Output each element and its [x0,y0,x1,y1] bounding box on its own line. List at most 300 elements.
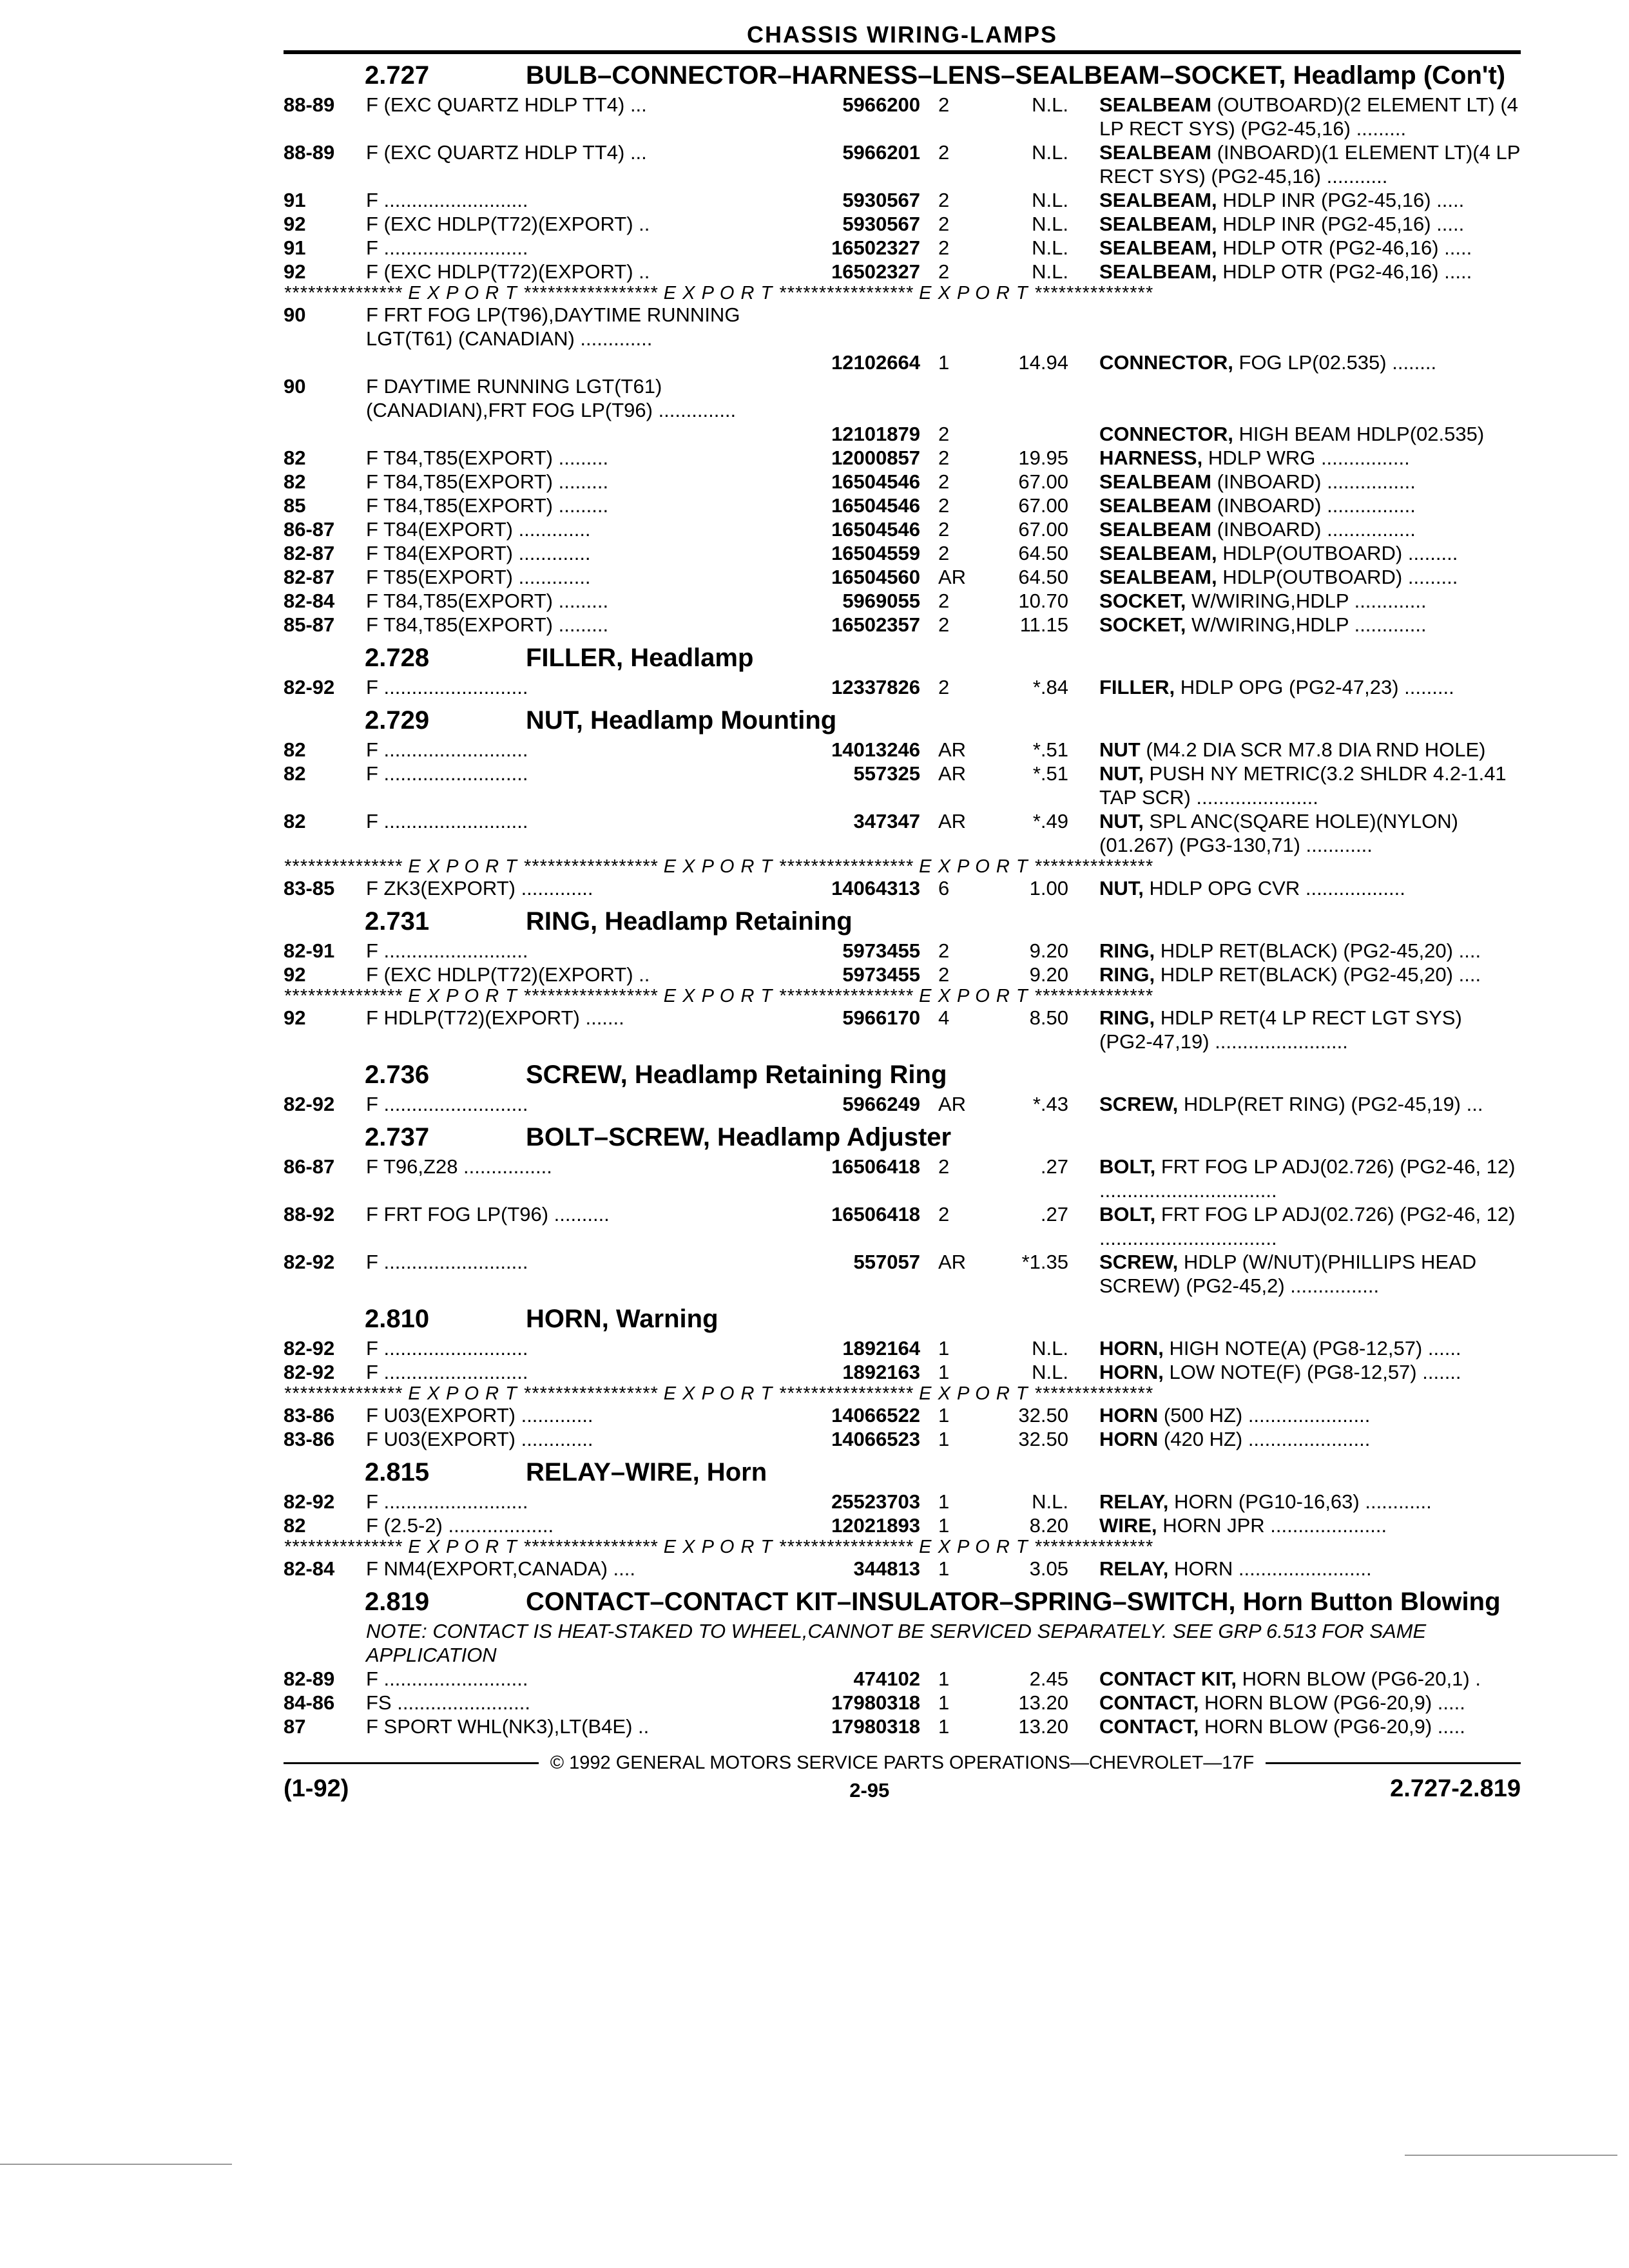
quantity: 4 [938,1006,950,1029]
part-row [284,613,1521,637]
application: F .......................... [366,1490,528,1513]
application: F .......................... [366,738,528,761]
part-row [284,675,1521,699]
part-name [1068,303,1521,374]
application: F SPORT WHL(NK3),LT(B4E) .. [366,1715,650,1738]
quantity: 2 [938,213,950,235]
part-name-detail: HDLP INR (PG2-45,16) ..... [1222,189,1465,211]
part-number: 16502327 [831,260,920,283]
part-name-bold: SEALBEAM, [1099,260,1217,283]
application: F .......................... [366,1251,528,1273]
part-number: 5966200 [842,93,920,116]
model-years: 83-86 [284,1404,335,1427]
part-name [1068,93,1521,140]
footer [284,1775,1521,1803]
part-name-bold: RING, [1099,939,1155,962]
part-row [284,1667,1521,1691]
part-row [284,1691,1521,1715]
application: F (EXC HDLP(T72)(EXPORT) .. [366,260,650,283]
part-name-bold: SOCKET, [1099,590,1186,612]
model-years: 92 [284,963,306,986]
price: 14.94 [1018,351,1068,374]
application: F T85(EXPORT) ............. [366,566,591,588]
model-years: 82-92 [284,1093,335,1115]
part-name-bold: HORN [1099,1404,1159,1427]
section-title: SCREW, Headlamp Retaining Ring [526,1061,947,1089]
part-row [284,1202,1521,1250]
part-row [284,1092,1521,1116]
footer-line-left [284,1762,539,1764]
price: 8.50 [1029,1006,1068,1029]
part-row [284,212,1521,236]
part-name-detail: HORN (PG10-16,63) ............ [1174,1490,1432,1513]
part-name-detail: HDLP RET(BLACK) (PG2-45,20) .... [1160,963,1481,986]
application: F T84(EXPORT) ............. [366,518,591,541]
quantity: 1 [938,1667,950,1690]
quantity: 1 [938,1361,950,1383]
model-years: 86-87 [284,1155,335,1178]
part-number: 16504546 [831,518,920,541]
quantity: 1 [938,351,950,374]
application: F FRT FOG LP(T96),DAYTIME RUNNING LGT(T61) (CANADIAN) ............. [366,303,740,350]
footer-rule [284,1753,1521,1774]
quantity: AR [938,810,967,832]
part-name-detail: HORN ........................ [1174,1557,1372,1580]
export-divider: *************** E X P O R T ***************** E X P O R T ***************** E X P O R T *************** [284,986,1153,1006]
price: 1.00 [1029,877,1068,899]
application: F .......................... [366,236,528,259]
price: N.L. [1032,1361,1068,1383]
price: 64.50 [1018,542,1068,564]
part-name [1068,517,1521,541]
application: F T96,Z28 ................ [366,1155,552,1178]
application: F ZK3(EXPORT) ............. [366,877,593,899]
section-range: 2.727-2.819 [1390,1775,1521,1802]
part-number: 16502357 [831,613,920,636]
model-years: 82-87 [284,566,335,588]
part-number: 5966249 [842,1093,920,1115]
part-number: 557057 [853,1251,920,1273]
section-note: NOTE: CONTACT IS HEAT-STAKED TO WHEEL,CANNOT BE SERVICED SEPARATELY. SEE GRP 6.513 FOR SAME APPLICATION [366,1620,1427,1666]
quantity: 2 [938,542,950,564]
application: F (EXC HDLP(T72)(EXPORT) .. [366,963,650,986]
quantity: 1 [938,1691,950,1714]
application: F (2.5-2) ................... [366,1514,554,1537]
part-name-bold: RING, [1099,963,1155,986]
part-name-bold: SCREW, [1099,1093,1179,1115]
application: F .......................... [366,189,528,211]
section-title: CONTACT–CONTACT KIT–INSULATOR–SPRING–SWITCH, Horn Button Blowing [526,1588,1501,1616]
part-name-detail: (INBOARD)(1 ELEMENT LT)(4 LP RECT SYS) (PG2-45,16) ........... [1099,141,1520,187]
part-name-bold: CONTACT, [1099,1715,1199,1738]
section-heading [284,1061,1521,1088]
part-name-detail: HORN BLOW (PG6-20,9) ..... [1204,1691,1465,1714]
model-years: 82 [284,762,306,785]
part-name-bold: SEALBEAM, [1099,189,1217,211]
part-name-detail: (INBOARD) ................ [1217,470,1416,493]
part-name-bold: HORN [1099,1428,1159,1450]
part-name-bold: SEALBEAM [1099,93,1211,116]
part-name-detail: HIGH NOTE(A) (PG8-12,57) ...... [1169,1337,1461,1360]
part-name-bold: HORN, [1099,1337,1164,1360]
part-number: 16506418 [831,1203,920,1225]
part-row [284,565,1521,589]
model-years: 92 [284,260,306,283]
part-number: 16504546 [831,470,920,493]
part-name-detail: HDLP WRG ................ [1208,447,1410,469]
part-number: 5973455 [842,963,920,986]
part-name [1068,939,1521,963]
part-number: 12101879 [831,423,920,445]
part-name-bold: FILLER, [1099,676,1175,698]
part-number: 5930567 [842,213,920,235]
part-name-detail: (OUTBOARD)(2 ELEMENT LT) (4 LP RECT SYS) (PG2-45,16) ......... [1099,93,1518,140]
part-name-detail: HDLP INR (PG2-45,16) ..... [1222,213,1465,235]
part-name [1068,1155,1521,1202]
part-name-bold: HARNESS, [1099,447,1203,469]
quantity: 2 [938,939,950,962]
part-name [1068,470,1521,494]
model-years: 82 [284,810,306,832]
part-row [284,1006,1521,1053]
quantity: 1 [938,1715,950,1738]
part-row [284,1490,1521,1514]
section-title: RELAY–WIRE, Horn [526,1458,767,1486]
part-row [284,1403,1521,1427]
price: *1.35 [1021,1251,1068,1273]
model-years: 83-85 [284,877,335,899]
section-title: FILLER, Headlamp [526,644,754,672]
part-number: 5966201 [842,141,920,164]
part-row [284,541,1521,565]
quantity: AR [938,738,967,761]
section-title: BULB–CONNECTOR–HARNESS–LENS–SEALBEAM–SOCKET, Headlamp (Con't) [526,61,1506,90]
model-years: 92 [284,1006,306,1029]
section-heading [284,707,1521,734]
part-name-detail: HDLP(OUTBOARD) ......... [1222,542,1458,564]
application: F U03(EXPORT) ............. [366,1428,593,1450]
part-name [1068,1202,1521,1250]
part-row [284,517,1521,541]
part-row [284,303,1521,374]
part-name [1068,541,1521,565]
application: F FRT FOG LP(T96) .......... [366,1203,610,1225]
part-number: 16506418 [831,1155,920,1178]
price: 64.50 [1018,566,1068,588]
price: N.L. [1032,213,1068,235]
copyright-text: © 1992 GENERAL MOTORS SERVICE PARTS OPERATIONS—CHEVROLET—17F [550,1753,1255,1773]
model-years: 82 [284,738,306,761]
price: *.51 [1032,762,1068,785]
model-years: 88-92 [284,1203,335,1225]
application: F T84,T85(EXPORT) ......... [366,494,609,517]
application: F .......................... [366,676,528,698]
part-name-bold: SEALBEAM, [1099,542,1217,564]
part-name [1068,1336,1521,1360]
section-heading [284,1124,1521,1151]
part-name-detail: (500 HZ) ...................... [1163,1404,1371,1427]
application: F T84,T85(EXPORT) ......... [366,613,609,636]
part-name [1068,1667,1521,1691]
export-divider: *************** E X P O R T ***************** E X P O R T ***************** E X P O R T *************** [284,284,1153,303]
part-row [284,589,1521,613]
section-number: 2.729 [365,706,430,735]
price: N.L. [1032,189,1068,211]
part-name-bold: SOCKET, [1099,613,1186,636]
price: *.49 [1032,810,1068,832]
price: N.L. [1032,260,1068,283]
price: N.L. [1032,236,1068,259]
application: F T84(EXPORT) ............. [366,542,591,564]
section-number: 2.737 [365,1123,430,1151]
price: N.L. [1032,141,1068,164]
part-name-detail: FRT FOG LP ADJ(02.726) (PG2-46, 12) ................................ [1099,1155,1516,1202]
quantity: 1 [938,1428,950,1450]
part-number: 14013246 [831,738,920,761]
part-number: 5969055 [842,590,920,612]
model-years: 82 [284,470,306,493]
section-title: HORN, Warning [526,1305,718,1333]
price: N.L. [1032,93,1068,116]
part-row [284,1557,1521,1581]
part-name-detail: HDLP OTR (PG2-46,16) ..... [1222,260,1472,283]
model-years: 87 [284,1715,306,1738]
quantity: 2 [938,1203,950,1225]
page-header: CHASSIS WIRING-LAMPS [284,19,1521,54]
part-number: 347347 [853,810,920,832]
scan-artifact-right [1405,2155,1617,2156]
catalog-page [284,19,1521,1803]
quantity: 2 [938,423,950,445]
part-name [1068,738,1521,762]
quantity: 2 [938,518,950,541]
model-years: 82-89 [284,1667,335,1690]
model-years: 91 [284,189,306,211]
part-name [1068,1250,1521,1298]
price: 13.20 [1018,1691,1068,1714]
part-number: 14064313 [831,877,920,899]
part-row [284,738,1521,762]
part-name-detail: (INBOARD) ................ [1217,518,1416,541]
catalog-content [284,62,1521,1738]
quantity: 2 [938,676,950,698]
part-number: 557325 [853,762,920,785]
part-name-detail: HORN BLOW (PG6-20,9) ..... [1204,1715,1465,1738]
part-name-detail: FRT FOG LP ADJ(02.726) (PG2-46, 12) ................................ [1099,1203,1516,1249]
price: 11.15 [1019,613,1068,636]
model-years: 82-84 [284,590,335,612]
model-years: 82-92 [284,1337,335,1360]
price: 13.20 [1018,1715,1068,1738]
part-row [284,1155,1521,1202]
part-number: 14066522 [831,1404,920,1427]
part-name-bold: BOLT, [1099,1155,1156,1178]
part-row [284,762,1521,809]
part-row [284,260,1521,284]
part-name-detail: HDLP OTR (PG2-46,16) ..... [1222,236,1472,259]
model-years: 88-89 [284,93,335,116]
part-name-bold: SCREW, [1099,1251,1179,1273]
quantity: AR [938,762,967,785]
part-name-detail: HDLP(RET RING) (PG2-45,19) ... [1183,1093,1483,1115]
part-name [1068,188,1521,212]
part-name [1068,762,1521,809]
quantity: 2 [938,613,950,636]
model-years: 84-86 [284,1691,335,1714]
part-name-detail: FOG LP(02.535) ........ [1239,351,1437,374]
part-number: 1892163 [842,1361,920,1383]
quantity: 1 [938,1337,950,1360]
part-name-detail: PUSH NY METRIC(3.2 SHLDR 4.2-1.41 TAP SCR) ...................... [1099,762,1507,809]
part-number: 5930567 [842,189,920,211]
quantity: 2 [938,494,950,517]
price: 8.20 [1029,1514,1068,1537]
model-years: 82-91 [284,939,335,962]
part-name-bold: HORN, [1099,1361,1164,1383]
section-number: 2.728 [365,644,430,672]
section-heading [284,908,1521,935]
application: F T84,T85(EXPORT) ......... [366,590,609,612]
application: F NM4(EXPORT,CANADA) .... [366,1557,635,1580]
part-name [1068,589,1521,613]
part-name-bold: CONNECTOR, [1099,423,1233,445]
part-name [1068,1403,1521,1427]
part-name-detail: SPL ANC(SQARE HOLE)(NYLON) (01.267) (PG3-130,71) ............ [1099,810,1458,856]
price: 19.95 [1018,447,1068,469]
application: F U03(EXPORT) ............. [366,1404,593,1427]
part-name [1068,1691,1521,1715]
part-name [1068,446,1521,470]
export-divider: *************** E X P O R T ***************** E X P O R T ***************** E X P O R T *************** [284,857,1153,876]
part-name-bold: CONTACT, [1099,1691,1199,1714]
part-name-bold: SEALBEAM [1099,470,1211,493]
section-heading [284,1459,1521,1486]
part-name-bold: WIRE, [1099,1514,1157,1537]
application: F .......................... [366,1093,528,1115]
part-name [1068,1092,1521,1116]
price: 67.00 [1018,470,1068,493]
part-number: 16504559 [831,542,920,564]
part-number: 12337826 [831,676,920,698]
part-name [1068,613,1521,637]
model-years: 85-87 [284,613,335,636]
application: F DAYTIME RUNNING LGT(T61)(CANADIAN),FRT FOG LP(T96) .............. [366,375,737,421]
model-years: 90 [284,303,306,326]
quantity: 2 [938,963,950,986]
part-row [284,188,1521,212]
part-name-bold: SEALBEAM [1099,518,1211,541]
price: N.L. [1032,1490,1068,1513]
part-row [284,1427,1521,1451]
application: F (EXC QUARTZ HDLP TT4) ... [366,93,647,116]
part-name-bold: NUT [1099,738,1141,761]
section-number: 2.736 [365,1061,430,1089]
part-name [1068,1715,1521,1738]
price: .27 [1040,1203,1068,1225]
price: 32.50 [1018,1428,1068,1450]
price: *.51 [1032,738,1068,761]
part-number: 5973455 [842,939,920,962]
page-number: 2-95 [849,1779,890,1802]
quantity: 2 [938,1155,950,1178]
part-row [284,374,1521,446]
footer-date: (1-92) [284,1775,349,1802]
part-row [284,93,1521,140]
part-name-bold: SEALBEAM [1099,141,1211,164]
quantity: 2 [938,470,950,493]
section-title: NUT, Headlamp Mounting [526,706,837,735]
part-row [284,1250,1521,1298]
quantity: AR [938,1093,967,1115]
scan-artifact-left [0,2164,232,2165]
part-number: 16502327 [831,236,920,259]
model-years: 92 [284,213,306,235]
quantity: 2 [938,260,950,283]
part-row [284,470,1521,494]
part-name-bold: CONTACT KIT, [1099,1667,1237,1690]
quantity: 1 [938,1557,950,1580]
part-number: 12021893 [831,1514,920,1537]
part-name-bold: NUT, [1099,762,1144,785]
part-number: 25523703 [831,1490,920,1513]
application: F HDLP(T72)(EXPORT) ....... [366,1006,624,1029]
part-name-bold: NUT, [1099,877,1144,899]
part-number: 1892164 [842,1337,920,1360]
part-name-detail: HDLP OPG (PG2-47,23) ......... [1180,676,1454,698]
quantity: 2 [938,590,950,612]
price: 9.20 [1029,939,1068,962]
model-years: 88-89 [284,141,335,164]
part-name-detail: HORN JPR ..................... [1162,1514,1387,1537]
application: F .......................... [366,939,528,962]
part-number: 344813 [853,1557,920,1580]
part-row [284,236,1521,260]
part-name-detail: LOW NOTE(F) (PG8-12,57) ....... [1169,1361,1461,1383]
price: *.43 [1032,1093,1068,1115]
part-name [1068,565,1521,589]
section-number: 2.727 [365,61,430,90]
part-name [1068,236,1521,260]
price: 67.00 [1018,518,1068,541]
price: 32.50 [1018,1404,1068,1427]
price: *.84 [1032,676,1068,698]
model-years: 83-86 [284,1428,335,1450]
part-row [284,140,1521,188]
model-years: 82 [284,447,306,469]
quantity: 2 [938,93,950,116]
part-name [1068,494,1521,517]
application: F .......................... [366,1337,528,1360]
model-years: 82-92 [284,1361,335,1383]
part-name-bold: SEALBEAM, [1099,213,1217,235]
part-name-bold: SEALBEAM [1099,494,1211,517]
model-years: 82-92 [284,676,335,698]
footer-line-right [1266,1762,1521,1764]
part-name-detail: HDLP(OUTBOARD) ......... [1222,566,1458,588]
price: 3.05 [1029,1557,1068,1580]
part-number: 474102 [853,1667,920,1690]
part-name-detail: (M4.2 DIA SCR M7.8 DIA RND HOLE) [1146,738,1486,761]
section-heading [284,1305,1521,1332]
model-years: 90 [284,375,306,398]
part-name-bold: CONNECTOR, [1099,351,1233,374]
application: F T84,T85(EXPORT) ......... [366,470,609,493]
export-divider: *************** E X P O R T ***************** E X P O R T ***************** E X P O R T *************** [284,1384,1153,1403]
application: F .......................... [366,762,528,785]
part-row [284,446,1521,470]
part-row [284,494,1521,517]
part-name-bold: SEALBEAM, [1099,236,1217,259]
